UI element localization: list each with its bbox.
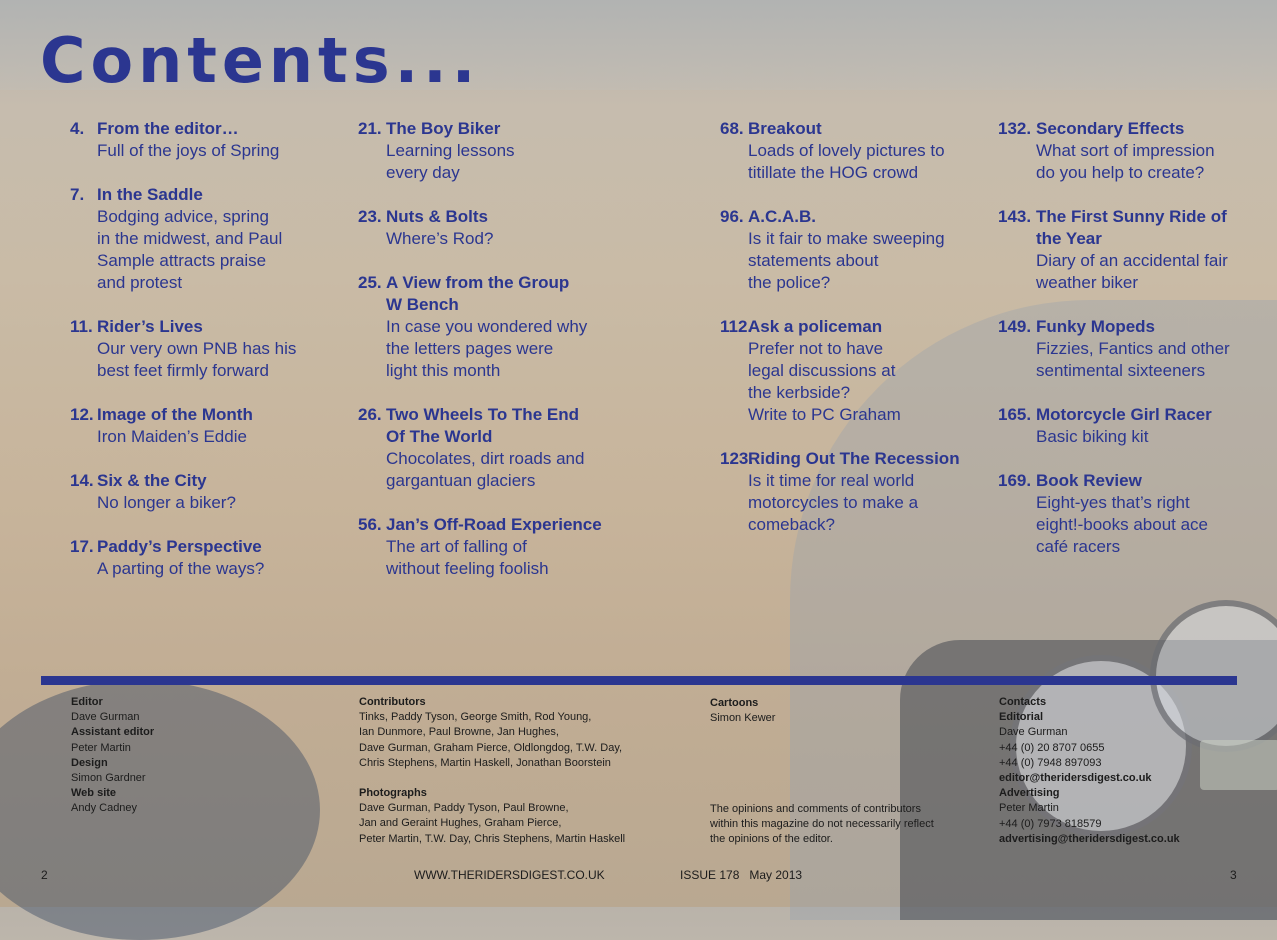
contents-column-2 — [358, 118, 602, 602]
entry-heading — [358, 206, 602, 228]
contents-column-4 — [998, 118, 1230, 580]
article-title: Book Review — [1036, 471, 1142, 490]
credit-value: +44 (0) 7948 897093 — [999, 756, 1102, 769]
entry-heading — [998, 118, 1230, 140]
article-title: Rider’s Lives — [97, 317, 203, 336]
credit-label: Cartoons — [710, 697, 759, 709]
article-title: Six & the City — [97, 471, 207, 490]
contents-entry[interactable] — [358, 272, 602, 382]
contents-entry[interactable] — [358, 404, 602, 492]
article-description: Is it fair to make sweeping statements about the police? — [748, 229, 945, 292]
lcd-display-shape — [1200, 740, 1277, 790]
entry-heading — [998, 316, 1230, 338]
page-number: 169. — [998, 471, 1032, 490]
article-description: No longer a biker? — [97, 493, 236, 512]
credit-value: Peter Martin — [71, 741, 131, 754]
article-description: Loads of lovely pictures to titillate the HOG crowd — [748, 141, 945, 182]
credit-value: Ian Dunmore, Paul Browne, Jan Hughes, — [359, 726, 559, 739]
credit-value: The opinions and comments of contributors — [710, 803, 921, 815]
article-title: Breakout — [748, 119, 822, 138]
entry-heading — [70, 316, 296, 338]
article-description: Chocolates, dirt roads and gargantuan glaciers — [386, 449, 585, 490]
page-title: Contents... — [40, 24, 481, 97]
entry-heading — [358, 272, 602, 316]
credit-label[interactable]: editor@theridersdigest.co.uk — [999, 772, 1152, 785]
entry-heading — [998, 206, 1230, 250]
article-title: A.C.A.B. — [748, 207, 816, 226]
contents-entry[interactable] — [70, 470, 296, 514]
website-link[interactable]: WWW.THERIDERSDIGEST.CO.UK — [414, 868, 605, 882]
contents-entry[interactable] — [358, 118, 602, 184]
entry-heading — [998, 404, 1230, 426]
article-title: A View from the Group W Bench — [386, 273, 570, 314]
article-description: A parting of the ways? — [97, 559, 265, 578]
page-number: 26. — [358, 405, 382, 424]
credit-value: +44 (0) 7973 818579 — [999, 817, 1102, 830]
article-title: Secondary Effects — [1036, 119, 1185, 138]
article-title: Jan’s Off-Road Experience — [386, 515, 602, 534]
credits-contacts — [999, 695, 1180, 847]
contents-column-1 — [70, 118, 296, 602]
article-title: The Boy Biker — [386, 119, 501, 138]
credit-label: Contacts — [999, 696, 1047, 708]
contents-entry[interactable] — [998, 404, 1230, 448]
contents-entry[interactable] — [998, 206, 1230, 294]
article-description: Full of the joys of Spring — [97, 141, 280, 160]
contents-entry[interactable] — [998, 470, 1230, 558]
credit-value: Simon Gardner — [71, 772, 146, 785]
credit-value: Jan and Geraint Hughes, Graham Pierce, — [359, 817, 562, 830]
credit-value: Peter Martin, T.W. Day, Chris Stephens, Martin Haskell — [359, 832, 626, 845]
article-title: From the editor… — [97, 119, 239, 138]
entry-heading — [720, 118, 960, 140]
entry-heading — [358, 514, 602, 536]
article-title: In the Saddle — [97, 185, 203, 204]
entry-heading — [358, 118, 602, 140]
credit-value: Tinks, Paddy Tyson, George Smith, Rod Young, — [359, 711, 592, 724]
credit-label: Photographs — [359, 787, 427, 800]
credit-label: Web site — [71, 787, 117, 800]
entry-heading — [70, 470, 296, 492]
contents-entry[interactable] — [358, 206, 602, 250]
article-description: Bodging advice, spring in the midwest, and Paul Sample attracts praise and protest — [97, 207, 283, 292]
article-description: Fizzies, Fantics and other sentimental sixteeners — [1036, 339, 1230, 380]
credit-label[interactable]: advertising@theridersdigest.co.uk — [999, 832, 1180, 845]
article-description: Prefer not to have legal discussions at the kerbside? Write to PC Graham — [748, 339, 901, 424]
article-description: Iron Maiden’s Eddie — [97, 427, 247, 446]
page-number-left: 2 — [41, 868, 48, 882]
entry-heading — [70, 536, 296, 558]
divider-bar — [41, 676, 1237, 685]
page-number: 4. — [70, 119, 85, 138]
contents-entry[interactable] — [720, 206, 960, 294]
credit-value: Dave Gurman, Paddy Tyson, Paul Browne, — [359, 802, 569, 815]
page-number: 11. — [70, 317, 93, 336]
credit-value: within this magazine do not necessarily reflect — [710, 818, 934, 831]
article-title: Paddy’s Perspective — [97, 537, 262, 556]
credit-value: Dave Gurman — [999, 726, 1068, 739]
entry-heading — [70, 184, 296, 206]
credit-value: Simon Kewer — [710, 712, 776, 725]
entry-heading — [70, 118, 296, 140]
article-title: Funky Mopeds — [1036, 317, 1156, 336]
page-number: 165. — [998, 405, 1032, 424]
mirror-shape — [0, 680, 320, 940]
page-number: 25. — [358, 273, 382, 292]
article-description: Eight-yes that’s right eight!-books about ace café racers — [1036, 493, 1209, 556]
article-title: Motorcycle Girl Racer — [1036, 405, 1212, 424]
article-title: Image of the Month — [97, 405, 253, 424]
page-number: 12. — [70, 405, 94, 424]
contents-entry[interactable] — [720, 316, 960, 426]
page-number: 23. — [358, 207, 382, 226]
article-description: What sort of impression do you help to create? — [1036, 141, 1215, 182]
page-number: 96. — [720, 207, 744, 226]
article-title: Ask a policeman — [748, 317, 883, 336]
contents-entry[interactable] — [70, 404, 296, 448]
article-description: Is it time for real world motorcycles to make a comeback? — [748, 471, 919, 534]
contents-entry[interactable] — [70, 184, 296, 294]
credit-value: Andy Cadney — [71, 802, 138, 815]
credits-contributors — [359, 695, 625, 847]
credit-value: +44 (0) 20 8707 0655 — [999, 741, 1105, 754]
contents-entry[interactable] — [998, 316, 1230, 382]
credit-label: Editor — [71, 696, 103, 708]
contents-entry[interactable] — [998, 118, 1230, 184]
page-number: 17. — [70, 537, 94, 556]
page-number: 123. — [720, 449, 754, 468]
page-number: 14. — [70, 471, 94, 490]
entry-heading — [998, 470, 1230, 492]
contents-entry[interactable] — [70, 118, 296, 162]
credit-value: Chris Stephens, Martin Haskell, Jonathan Boorstein — [359, 756, 611, 769]
entry-heading — [720, 206, 960, 228]
contents-entry[interactable] — [720, 448, 960, 536]
article-title: Two Wheels To The End Of The World — [386, 405, 579, 446]
entry-heading — [720, 316, 960, 338]
page-number: 7. — [70, 185, 85, 204]
article-description: Where’s Rod? — [386, 229, 494, 248]
article-title: Riding Out The Recession — [748, 449, 960, 468]
issue-info: ISSUE 178 May 2013 — [680, 868, 803, 882]
credit-value: Dave Gurman — [71, 711, 140, 724]
article-description: Diary of an accidental fair weather biker — [1036, 251, 1228, 292]
credit-label: Advertising — [999, 787, 1060, 800]
page-number: 143. — [998, 207, 1032, 226]
contents-entry[interactable] — [358, 514, 602, 580]
article-description: The art of falling of without feeling foolish — [386, 537, 549, 578]
entry-heading — [358, 404, 602, 448]
contents-column-3 — [720, 118, 960, 558]
article-description: Basic biking kit — [1036, 427, 1149, 446]
credit-value: the opinions of the editor. — [710, 833, 833, 846]
credit-label: Editorial — [999, 711, 1044, 724]
page-number: 56. — [358, 515, 382, 534]
credit-label: Assistant editor — [71, 726, 155, 739]
article-title: The First Sunny Ride of the Year — [1036, 207, 1227, 248]
article-description: In case you wondered why the letters pages were light this month — [386, 317, 588, 380]
contents-entry[interactable] — [70, 316, 296, 382]
page-number: 68. — [720, 119, 744, 138]
entry-heading — [720, 448, 960, 470]
article-title: Nuts & Bolts — [386, 207, 488, 226]
credit-value: Peter Martin — [999, 802, 1059, 815]
contents-entry[interactable] — [720, 118, 960, 184]
article-description: Our very own PNB has his best feet firmly forward — [97, 339, 297, 380]
page-number: 112. — [720, 317, 753, 336]
disclaimer — [710, 802, 934, 848]
page-number: 149. — [998, 317, 1032, 336]
credits-editorial-staff — [71, 695, 154, 817]
entry-heading — [70, 404, 296, 426]
credit-label: Contributors — [359, 696, 426, 708]
contents-entry[interactable] — [70, 536, 296, 580]
credit-label: Design — [71, 756, 108, 769]
page-number: 132. — [998, 119, 1032, 138]
article-description: Learning lessons every day — [386, 141, 515, 182]
credits-cartoons — [710, 696, 775, 726]
page-number-right: 3 — [1230, 868, 1237, 882]
page-number: 21. — [358, 119, 382, 138]
credit-value: Dave Gurman, Graham Pierce, Oldlongdog, T.W. Day, — [359, 741, 623, 754]
